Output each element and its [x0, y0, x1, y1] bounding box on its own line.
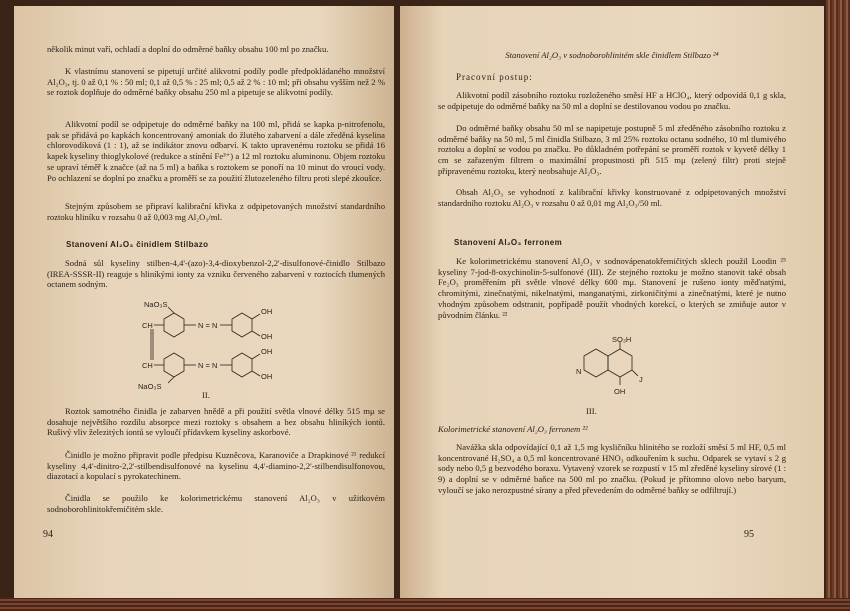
ch-top-label: CH: [142, 321, 153, 330]
left-paragraph-4: Stejným způsobem se připraví kalibrační křivka z odpipetovaných množství standardního roztoku hliníku v rozsahu 0 až 0,003 mg Al₂O₃/ml.: [47, 201, 385, 222]
right-page-number: 95: [744, 529, 754, 540]
right-section-title: Stanovení Al₂O₃ v sodnoborohlinitém skle činidlem Stilbazo ²⁴: [505, 50, 719, 60]
azo-top-label: N = N: [198, 321, 218, 330]
left-page-number: 94: [43, 529, 53, 540]
structure-caption-iii: III.: [586, 406, 597, 416]
left-paragraph-2: K vlastnímu stanovení se pipetují určité alikvotní podíly podle předpokládaného množství Al₂O₃, tj. 0 až 0,1 % : 50 ml; 0,1 až 0,5 % : 25 ml; 0,5 až 2 % : 10 ml; při obsahu vyšším než 2 % se roztok doplňuje do odměrné baňky obsahu 250 ml a pipetuje se alikvotní podíly.: [47, 66, 385, 98]
right-paragraph-1: Alikvotní podíl zásobního roztoku rozloženého směsí HF a HClO₄, který odpovídá 0,1 g skla, se odpipetuje do odměrné baňky na 50 ml a doplní se destilovanou vodou po značku.: [438, 90, 786, 111]
azo-bottom-label: N = N: [198, 361, 218, 370]
oh-top-a-label: OH: [261, 307, 273, 316]
right-section-heading: Stanovení Al₂O₃ ferronem: [454, 238, 563, 247]
ch-bottom-label: CH: [142, 361, 153, 370]
oh-bottom-a-label: OH: [261, 347, 273, 356]
nitrogen-label: N: [576, 367, 582, 376]
oh-bottom-b-label: OH: [261, 372, 273, 381]
left-section-heading: Stanovení Al₂O₃ činidlem Stilbazo: [66, 240, 209, 249]
stilbazo-structure-diagram: [124, 296, 304, 392]
left-stilbazo-paragraph: Sodná sůl kyseliny stilben-4,4'-(azo)-3,4-dioxybenzol-2,2'-disulfonové-činidlo Stilbazo (IREA-SSSR-II) reaguje s hliníkými ionty za vzniku červeného zabarvení v roztocích tlumených octanem sodným.: [47, 258, 385, 290]
hydroxyl-label: OH: [614, 387, 626, 396]
so3na-bottom-label: NaO₃S: [138, 382, 162, 391]
structure-caption-ii: II.: [202, 390, 210, 400]
left-paragraph-after-3: Činidla se použilo ke kolorimetrickému stanovení Al₂O₃ v užitkovém sodnoborohlinitokřemičitém skle.: [47, 493, 385, 514]
left-page: [14, 6, 394, 598]
left-paragraph-after-1: Roztok samotného činidla je zabarven hnědě a při použití světla vlnové délky 515 mμ se dosahuje největšího rozdílu absorpce mezi roztoky s obsahem a bez obsahu hliníkých iontů. Rušivý vliv železitých iontů se vyloučí přídavkem kyseliny askorbové.: [47, 406, 385, 438]
iodine-label: J: [639, 375, 643, 384]
right-paragraph-3: Obsah Al₂O₃ se vyhodnotí z kalibrační křivky konstruované z odpipetovaných množství standardního roztoku Al₂O₃ v rozsahu 0 až 0,01 mg Al₂O₃/50 ml.: [438, 187, 786, 208]
procedure-label: Pracovní postup:: [456, 72, 533, 82]
so3h-label: SO₃H: [612, 336, 632, 344]
left-paragraph-1: několik minut vaří, ochladí a doplní do odměrné baňky obsahu 100 ml po značku.: [47, 44, 329, 54]
left-paragraph-after-2: Činidlo je možno připravit podle předpisu Kuzněcova, Karanoviče a Drapkinové ²¹ redukcí kyseliny 4,4'-dinitro-2,2'-stilbendisulfonové na kyselinu 4,4'-diamino-2,2'-stilbendisulfonovou, diazotací a kopulací s pyrokatechinem.: [47, 450, 385, 482]
right-paragraph-2: Do odměrné baňky obsahu 50 ml se napipetuje postupně 5 ml zředěného zásobního roztoku z odměrné baňky na 50 ml, 5 ml činidla Stilbazo, 3 ml 25% roztoku octanu sodného, 10 ml tlumivého roztoku a doplní se vodou po značku. Po důkladném potřepání se proměří roztok v kyvetě délky 1 cm se zařazeným filtrem o maximální propustnosti při 515 mμ (zelený filtr) proti stejně připravenému roztoku, který neobsahuje Al₂O₃.: [438, 123, 786, 176]
right-page: [400, 6, 824, 598]
ferron-paragraph: Ke kolorimetrickému stanovení Al₂O₃ v sodnovápenatokřemičitých sklech použil Loodin ²⁵ kyseliny 7-jod-8-oxychinolin-5-sulfonové (III). Ze stejného roztoku je možno stanovit také obsah Fe₂O₃ proměřením při světle vlnové délky 600 mμ. Stanovení je rušeno ionty měďnatými, chromitými, zinečnatými, nikelnatými, manganatými, zirkoničitými a zinečnatými, které je nutno vhodným způsobem odstranit, popřípadě použít vhodných korekcí, o kterých se zmiňuje autor v původním článku. ²²: [438, 256, 786, 320]
right-section-title-2: Kolorimetrické stanovení Al₂O₃ ferronem ²²: [438, 424, 588, 434]
left-paragraph-3: Alikvotní podíl se odpipetuje do odměrné baňky na 100 ml, přidá se kapka p-nitrofenolu, pak se přidává po kapkách koncentrovaný amoniak do žlutého zabarvení a dále zředěná kyselina chlorovodíková (1 : 1), až se indikátor znovu odbarví. K takto upravenému roztoku se přidá 16 kapek kyseliny thioglykolové (redukce a stínění Fe³⁺) a 12 ml roztoku aluminonu. Objem roztoku se upraví téměř k značce (až na 5 ml) a baňka s roztokem se ponoří na 10 minut do vroucí vody. Po ochlazení se doplní po značku a proměří se za použití žlutozeleného filtru proti slepé zkoušce.: [47, 119, 385, 183]
right-final-paragraph: Navážka skla odpovídající 0,1 až 1,5 mg kysličníku hlinitého se rozloží směsí 5 ml HF, 0,5 ml koncentrované H₂SO₄ a 0,5 ml koncentrované HNO₃ odkouřením k suchu. Odparek se vytaví s 2 g sody nebo 0,5 g bezvodého boraxu. Vytavený vzorek se rozpustí v 15 ml zředěné kyseliny sírové (1 : 9) a doplní se v odměrné baňce na 500 ml po značku. (Pokud je přítomno olovo nebo baryum, vyloučí se jako nerozpustné sírany a před převedením do odměrné baňky se odfiltrují.): [438, 442, 786, 495]
ferron-structure-diagram: [562, 336, 662, 404]
so3na-top-label: NaO₃S: [144, 300, 168, 309]
book-page-edges: [826, 0, 850, 611]
oh-top-b-label: OH: [261, 332, 273, 341]
book-bottom-edge: [0, 598, 850, 611]
